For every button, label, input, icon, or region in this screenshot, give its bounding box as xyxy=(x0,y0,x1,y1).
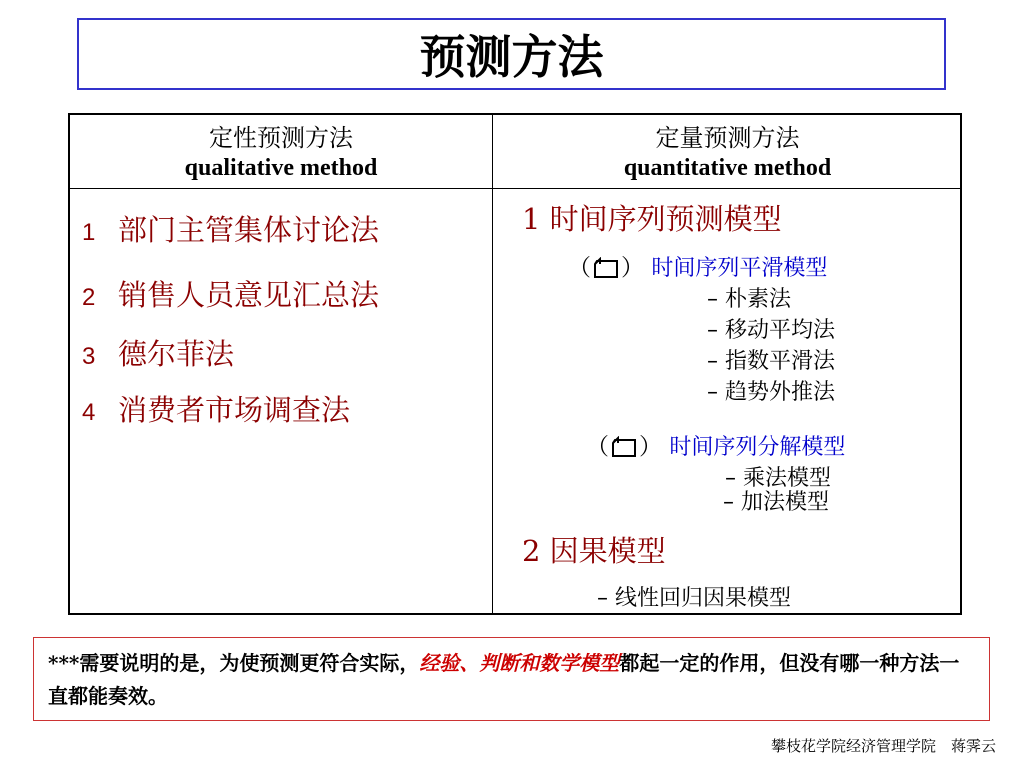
paren-open: （ xyxy=(568,255,591,281)
method-item: – 乘法模型 xyxy=(725,466,831,491)
header-divider xyxy=(70,188,960,189)
note-highlight: 经验、判断和数学模型 xyxy=(419,651,620,675)
quantitative-header xyxy=(493,123,962,183)
item-text: 销售人员意见汇总法 xyxy=(118,278,380,312)
item-number: 4 xyxy=(82,399,96,426)
smoothing-model-label: 时间序列平滑模型 xyxy=(651,256,828,281)
note-box xyxy=(33,637,990,721)
note-text-start: ***需要说明的是，为使预测更符合实际， xyxy=(48,651,420,675)
column-divider xyxy=(492,115,493,613)
item-number: 3 xyxy=(82,343,96,370)
qualitative-item xyxy=(82,208,379,249)
qualitative-header xyxy=(70,123,492,183)
decomposition-model-heading xyxy=(586,428,845,461)
qualitative-item xyxy=(82,388,350,429)
qualitative-header-zh: 定性预测方法 xyxy=(209,124,353,152)
causal-model-heading: 2 因果模型 xyxy=(522,534,666,568)
method-item: – 移动平均法 xyxy=(707,318,835,343)
smoothing-model-heading xyxy=(568,249,827,282)
footer-credit: 攀枝花学院经济管理学院 蒋霁云 xyxy=(770,737,996,755)
method-item: – 朴素法 xyxy=(707,287,791,312)
item-text: 消费者市场调查法 xyxy=(118,393,351,427)
document-icon xyxy=(609,436,639,458)
item-number: 1 xyxy=(82,219,96,246)
paren-open: （ xyxy=(586,434,609,460)
qualitative-header-en: qualitative method xyxy=(184,155,378,181)
page-title: 预测方法 xyxy=(77,18,946,90)
item-text: 部门主管集体讨论法 xyxy=(118,213,380,247)
method-item: – 线性回归因果模型 xyxy=(597,586,791,611)
decomposition-model-label: 时间序列分解模型 xyxy=(669,435,846,460)
qualitative-item xyxy=(82,273,379,314)
qualitative-item xyxy=(82,332,234,373)
paren-close: ） xyxy=(639,434,662,460)
item-text: 德尔菲法 xyxy=(118,337,235,371)
method-item: – 趋势外推法 xyxy=(707,380,835,405)
document-icon xyxy=(591,257,621,279)
quantitative-header-zh: 定量预测方法 xyxy=(655,124,800,152)
paren-close: ） xyxy=(621,255,644,281)
time-series-model-heading: 1 时间序列预测模型 xyxy=(522,202,782,236)
note-text-end: 都起一定的作用，但没有哪一种方法一直都能奏效。 xyxy=(48,651,960,708)
methods-table xyxy=(68,113,962,615)
method-item: – 加法模型 xyxy=(723,490,829,515)
method-item: – 指数平滑法 xyxy=(707,349,835,374)
item-number: 2 xyxy=(82,284,96,311)
quantitative-header-en: quantitative method xyxy=(623,155,832,181)
